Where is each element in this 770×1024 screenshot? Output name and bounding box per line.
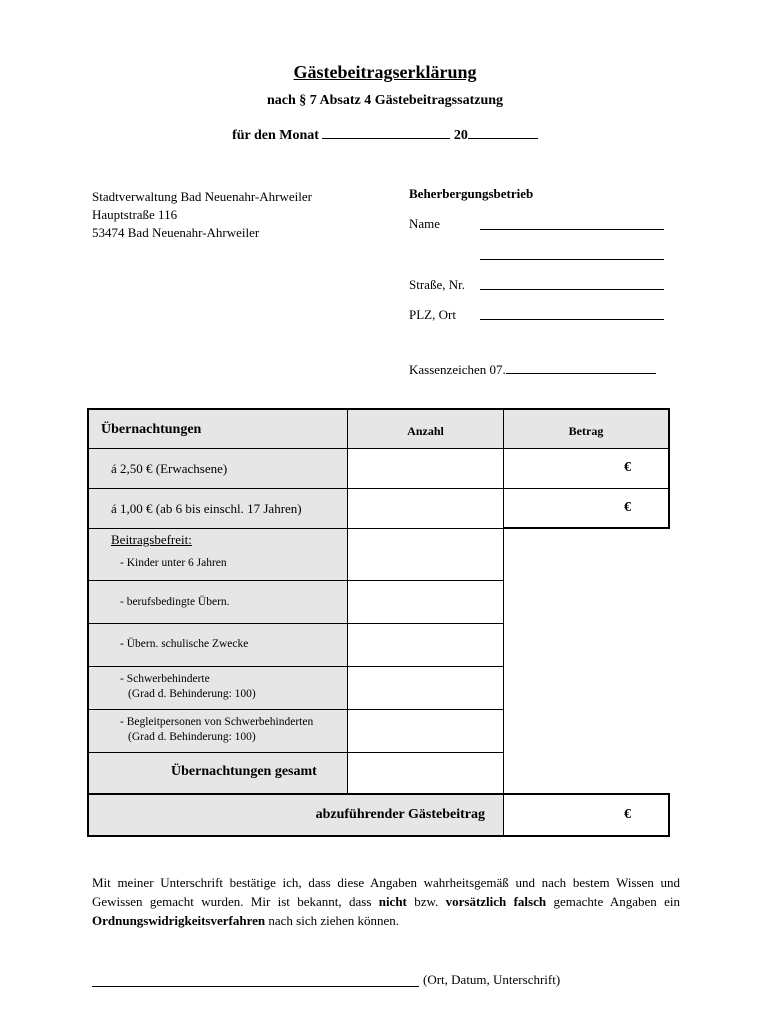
street-label: Straße, Nr. (409, 277, 465, 292)
declaration-text (92, 873, 680, 930)
city-field[interactable] (480, 319, 664, 320)
exempt-work-label: - berufsbedingte Übern. (120, 596, 230, 608)
exempt-disabled-count-input[interactable] (347, 666, 504, 710)
exempt-companion-cell (87, 709, 348, 753)
name-field[interactable] (480, 229, 664, 230)
street-field[interactable] (480, 289, 664, 290)
row-adults-label: á 2,50 € (Erwachsene) (111, 461, 228, 476)
children-count-input[interactable] (347, 488, 504, 529)
row-children-label: á 1,00 € (ab 6 bis einschl. 17 Jahren) (111, 501, 302, 516)
header-overnights: Übernachtungen (101, 422, 202, 437)
exempt-school-label: - Übern. schulische Zwecke (120, 638, 249, 650)
total-fee-cell (87, 793, 504, 837)
signature-field[interactable] (92, 986, 419, 987)
cash-field[interactable] (506, 361, 656, 374)
total-fee-input[interactable] (503, 793, 670, 837)
header-overnights-cell (87, 408, 348, 449)
exempt-kids-cell (87, 528, 348, 581)
business-heading: Beherbergungsbetrieb (409, 186, 534, 201)
exempt-companion-label: - Begleitpersonen von Schwerbehinderten (120, 716, 314, 728)
adults-count-input[interactable] (347, 448, 504, 489)
children-currency: € (624, 500, 631, 515)
address-line-1: Stadtverwaltung Bad Neuenahr-Ahrweiler (92, 189, 312, 204)
adults-amount-input[interactable] (503, 448, 670, 489)
city-label: PLZ, Ort (409, 307, 456, 322)
exempt-work-cell (87, 580, 348, 624)
total-overnights-label: Übernachtungen gesamt (171, 764, 317, 779)
row-adults-label-cell (87, 448, 348, 489)
month-blank[interactable] (322, 126, 450, 139)
address-line-3: 53474 Bad Neuenahr-Ahrweiler (92, 225, 260, 240)
total-overnights-input[interactable] (347, 752, 504, 794)
exempt-disabled-label: - Schwerbehinderte (120, 673, 210, 685)
exempt-title: Beitragsbefreit: (111, 532, 192, 547)
exempt-disabled-grade: (Grad d. Behinderung: 100) (128, 688, 256, 700)
month-label: für den Monat (232, 128, 319, 143)
address-line-2: Hauptstraße 116 (92, 207, 178, 222)
declaration-part-1: Mit meiner Unterschrift bestätige ich, dass diese Angaben wahrheitsgemäß und nach bestem Wissen und Gewissen gemacht wurden. Mir ist bekannt, dass (92, 875, 680, 909)
exempt-kids-label: - Kinder unter 6 Jahren (120, 557, 227, 569)
year-blank[interactable] (468, 126, 538, 139)
exempt-companion-count-input[interactable] (347, 709, 504, 753)
exempt-school-count-input[interactable] (347, 623, 504, 667)
children-amount-input[interactable] (503, 488, 670, 529)
total-fee-label: abzuführender Gästebeitrag (315, 807, 485, 822)
name-label: Name (409, 216, 441, 231)
total-fee-currency: € (624, 807, 631, 822)
signature-label: (Ort, Datum, Unterschrift) (423, 972, 561, 987)
header-amount-cell (503, 408, 670, 449)
document-title: Gästebeitragserklärung (293, 62, 477, 82)
adults-currency: € (624, 460, 631, 475)
year-label: 20 (453, 128, 468, 143)
declaration-part-2: bzw. (406, 894, 446, 909)
exempt-kids-count-input[interactable] (347, 528, 504, 581)
cash-reference (409, 361, 656, 378)
header-amount: Betrag (568, 424, 604, 438)
month-line (0, 126, 770, 144)
declaration-bold-2: vorsätzlich falsch (445, 894, 547, 909)
total-overnights-cell (87, 752, 348, 794)
declaration-bold-1: nicht (378, 894, 407, 909)
header-count-cell (347, 408, 504, 449)
declaration-part-3: gemachte Angaben ein (546, 894, 680, 909)
name-field-2[interactable] (480, 259, 664, 260)
declaration-part-4: nach sich ziehen können. (265, 913, 400, 928)
exempt-companion-grade: (Grad d. Behinderung: 100) (128, 731, 256, 743)
exempt-school-cell (87, 623, 348, 667)
cash-label: Kassenzeichen 07. (409, 362, 506, 377)
exempt-work-count-input[interactable] (347, 580, 504, 624)
declaration-bold-3: Ordnungswidrigkeitsverfahren (92, 913, 266, 928)
exempt-disabled-cell (87, 666, 348, 710)
document-subtitle: nach § 7 Absatz 4 Gästebeitragssatzung (266, 93, 504, 108)
header-count: Anzahl (407, 424, 444, 438)
row-children-label-cell (87, 488, 348, 529)
